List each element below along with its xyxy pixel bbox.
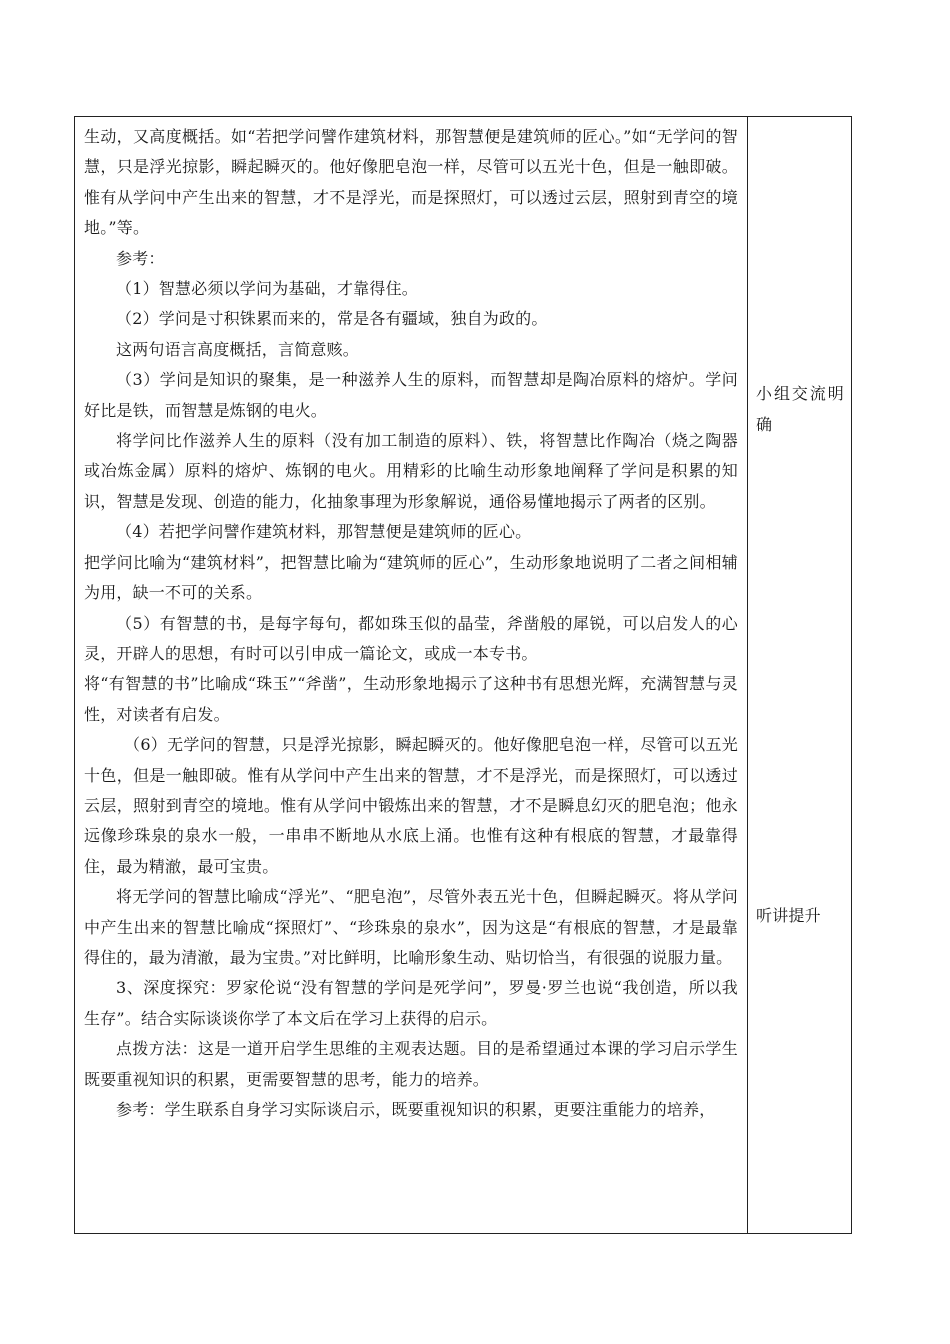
paragraph: 把学问比喻为“建筑材料”，把智慧比喻为“建筑师的匠心”，生动形象地说明了二者之间相辅为用，缺一不可的关系。	[84, 552, 738, 603]
paragraph: 这两句语言高度概括，言简意赅。	[116, 339, 360, 359]
paragraph: 3、深度探究：罗家伦说“没有智慧的学问是死学问”，罗曼·罗兰也说“我创造，所以我生存”。结合实际谈谈你学了本文后在学习上获得的启示。	[84, 978, 738, 1028]
paragraph: 参考：学生联系自身学习实际谈启示，既要重视知识的积累，更要注重能力的培养，	[116, 1100, 716, 1119]
paragraph: 生动，又高度概括。如“若把学问譬作建筑材料，那智慧便是建筑师的匠心。”如“无学问的智慧，只是浮光掠影，瞬起瞬灭的。他好像肥皂泡一样，尽管可以五光十色，但是一触即破。惟有从学问中产生出来的智慧，才不是浮光，而是探照灯，可以透过云层，照射到青空的境地。”等。	[84, 127, 738, 238]
content-cell	[84, 122, 738, 1125]
paragraph: （6）无学问的智慧，只是浮光掠影，瞬起瞬灭的。他好像肥皂泡一样，尽管可以五光十色，但是一触即破。惟有从学问中产生出来的智慧，才不是浮光，而是探照灯，可以透过云层，照射到青空的境地。惟有从学问中锻炼出来的智慧，才不是瞬息幻灭的肥皂泡；他永远像珍珠泉的泉水一般，一串串不断地从水底上涌。也惟有这种有根底的智慧，才最靠得住，最为精澈，最可宝贵。	[84, 735, 738, 876]
paragraph: （4）若把学问譬作建筑材料，那智慧便是建筑师的匠心。	[116, 522, 532, 542]
paragraph: 参考：	[116, 248, 165, 268]
paragraph: （5）有智慧的书，是每字每句，都如珠玉似的晶莹，斧凿般的犀锐，可以启发人的心灵，开辟人的思想，有时可以引申成一篇论文，或成一本专书。	[84, 613, 738, 663]
paragraph: （2）学问是寸积铢累而来的，常是各有疆域，独自为政的。	[116, 309, 548, 329]
paragraph: 将无学问的智慧比喻成“浮光”、“肥皂泡”，尽管外表五光十色，但瞬起瞬灭。将从学问中产生出来的智慧比喻成“探照灯”、“珍珠泉的泉水”，因为这是“有根底的智慧，才是最靠得住的，最为清澈，最为宝贵。”对比鲜明，比喻形象生动、贴切恰当，有很强的说服力量。	[84, 887, 738, 967]
paragraph: 将“有智慧的书”比喻成“珠玉”“斧凿”，生动形象地揭示了这种书有思想光辉，充满智慧与灵性，对读者有启发。	[84, 674, 738, 724]
side-note-group-discussion	[756, 378, 844, 440]
paragraph: （1）智慧必须以学问为基础，才靠得住。	[116, 279, 418, 299]
paragraph: 点拨方法：这是一道开启学生思维的主观表达题。目的是希望通过本课的学习启示学生既要重视知识的积累，更需要智慧的思考，能力的培养。	[84, 1039, 738, 1089]
paragraph: 将学问比作滋养人生的原料（没有加工制造的原料）、铁，将智慧比作陶冶（烧之陶器或冶炼金属）原料的熔炉、炼钢的电火。用精彩的比喻生动形象地阐释了学问是积累的知识，智慧是发现、创造的能力，化抽象事理为形象解说，通俗易懂地揭示了两者的区别。	[84, 431, 738, 511]
column-divider	[747, 116, 748, 1234]
side-note-text: 听讲提升	[756, 906, 821, 925]
side-note-lecture	[756, 900, 844, 931]
paragraph: （3）学问是知识的聚集，是一种滋养人生的原料，而智慧却是陶冶原料的熔炉。学问好比是铁，而智慧是炼钢的电火。	[84, 370, 738, 420]
side-note-text: 小组交流明确	[756, 384, 844, 434]
